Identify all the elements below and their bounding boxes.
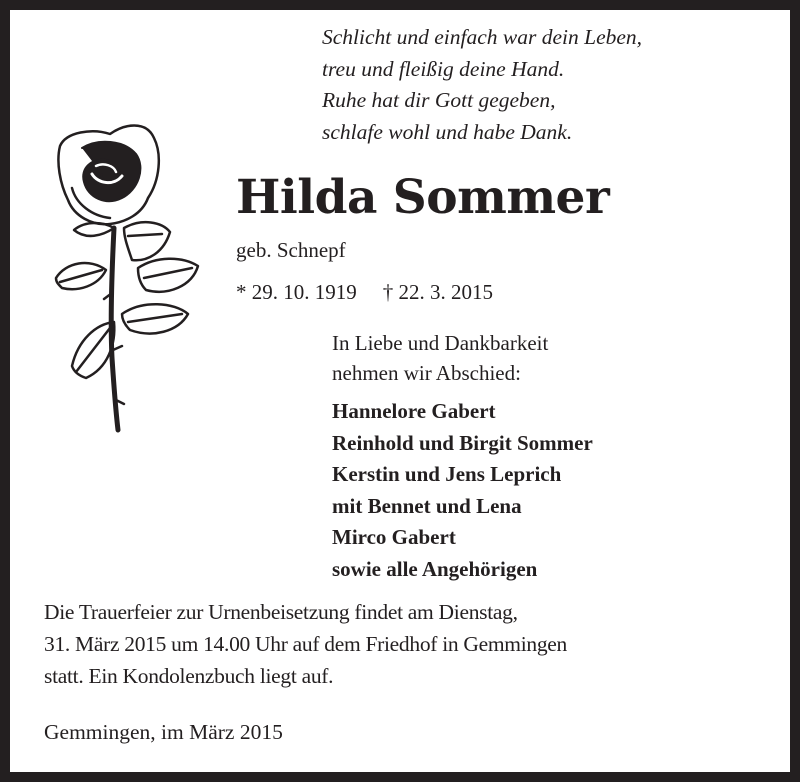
- death-date: † 22. 3. 2015: [382, 280, 493, 304]
- place-date: Gemmingen, im März 2015: [44, 720, 283, 744]
- poem-line: Schlicht und einfach war dein Leben,: [322, 25, 643, 49]
- intro-line: In Liebe und Dankbarkeit: [332, 331, 549, 355]
- mourner: Reinhold und Birgit Sommer: [332, 430, 593, 455]
- intro-line: nehmen wir Abschied:: [332, 361, 521, 385]
- notice-line: statt. Ein Kondolenzbuch liegt auf.: [44, 664, 334, 688]
- rose-illustration-icon: [52, 118, 212, 436]
- birth-date: * 29. 10. 1919: [236, 280, 357, 304]
- funeral-notice: [44, 596, 567, 692]
- mourner: sowie alle Angehörigen: [332, 556, 538, 581]
- life-dates: [236, 278, 493, 306]
- deceased-name: Hilda Sommer: [236, 170, 610, 225]
- mourner: Kerstin und Jens Leprich: [332, 462, 562, 486]
- poem: [322, 22, 642, 148]
- poem-line: schlafe wohl und habe Dank.: [322, 119, 573, 144]
- mourner: Mirco Gabert: [332, 525, 456, 549]
- poem-line: treu und fleißig deine Hand.: [322, 56, 565, 81]
- notice-line: Die Trauerfeier zur Urnenbeisetzung findet am Dienstag,: [44, 600, 518, 624]
- mourner: Hannelore Gabert: [332, 399, 496, 423]
- mourner: mit Bennet und Lena: [332, 493, 522, 518]
- notice-line: 31. März 2015 um 14.00 Uhr auf dem Friedhof in Gemmingen: [44, 632, 567, 656]
- maiden-name: geb. Schnepf: [236, 238, 346, 262]
- mourners-list: [332, 396, 593, 585]
- farewell-intro: [332, 328, 548, 388]
- poem-line: Ruhe hat dir Gott gegeben,: [322, 88, 556, 112]
